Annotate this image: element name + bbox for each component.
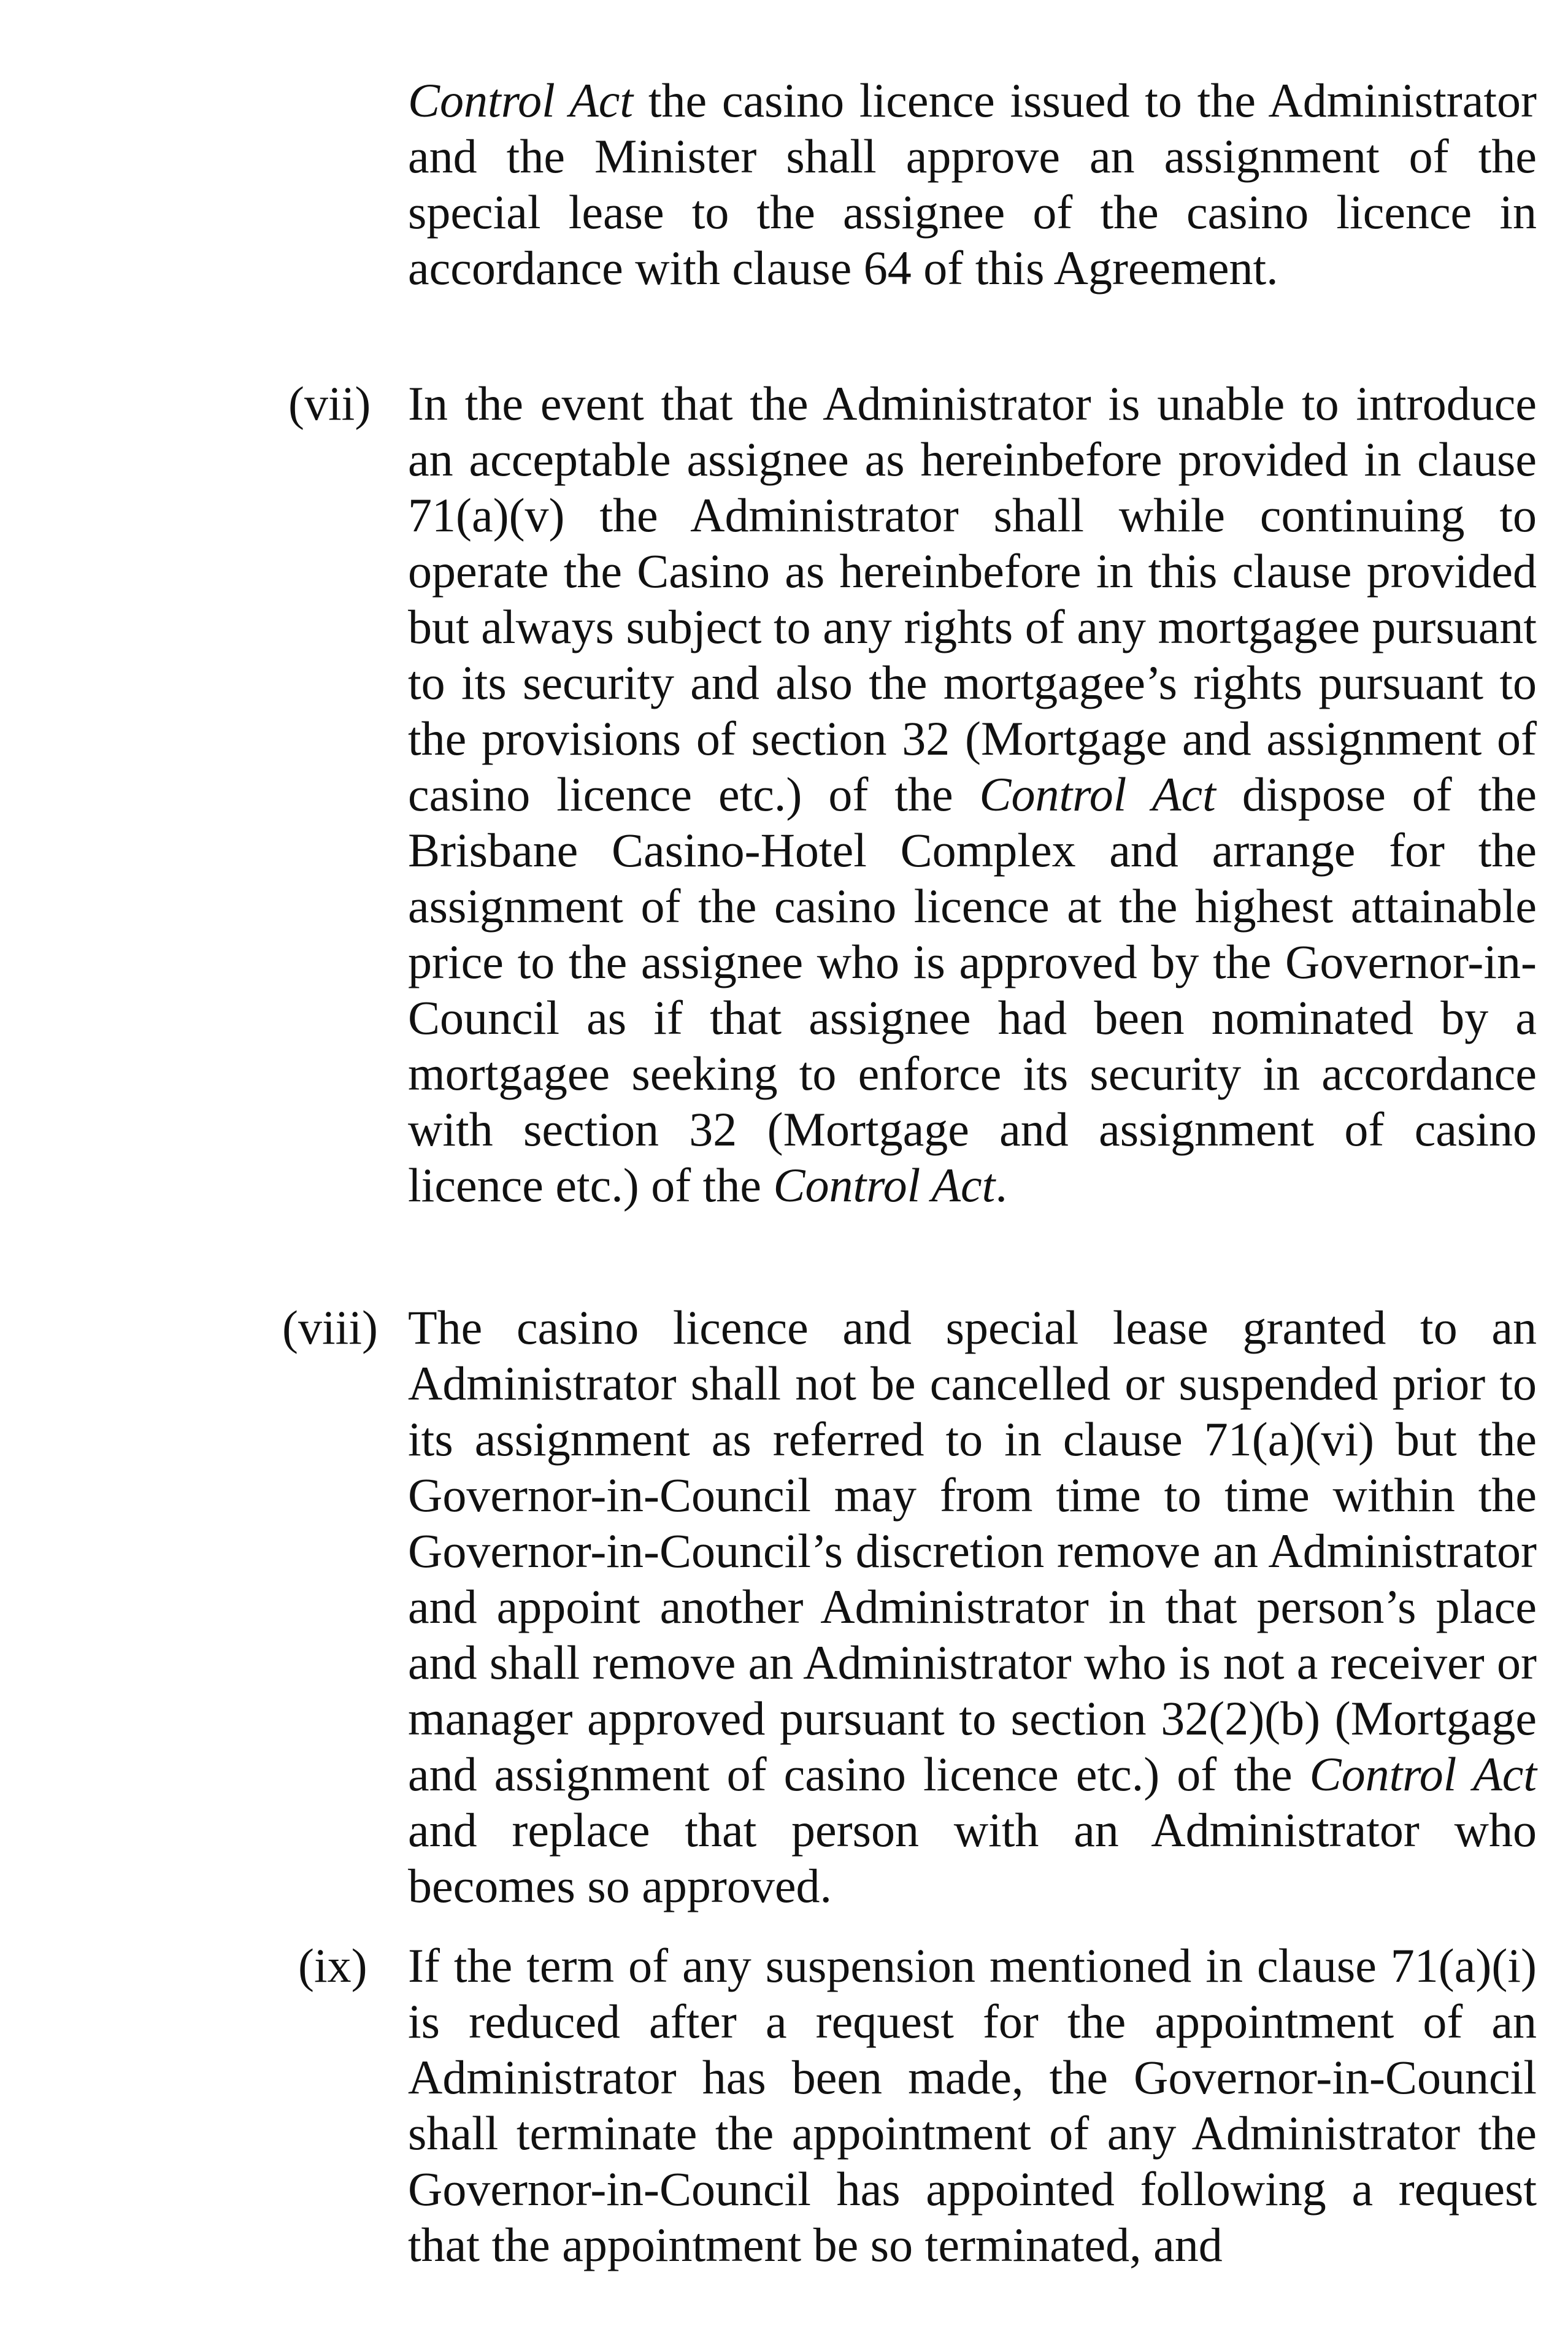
paragraph-vii [408,375,1537,1213]
paragraph-text: In the event that the Administrator is unable to introduce an acceptable assignee as hereinbefore provided in clause 71(a)(v) the Administrator shall while continuing to operate the Casino as hereinbefore in this clause provided but always subject to any rights of any mortgagee pursuant to its security and also the mortgagee’s rights pursuant to the provisions of section 32 (Mortgage and assignment of casino licence etc.) of the [408,377,1537,821]
italic-act-name: Control Act [1309,1747,1537,1801]
paragraph-text: dispose of the Brisbane Casino-Hotel Complex and arrange for the assignment of the casino licence at the highest attainable price to the assignee who is approved by the Governor-in-Council as if that assignee had been nominated by a mortgagee seeking to enforce its security in accordance with section 32 (Mortgage and assignment of casino licence etc.) of the [408,768,1537,1212]
paragraph-viii [408,1300,1537,1914]
paragraph-text: . [995,1158,1007,1212]
paragraph-text: If the term of any suspension mentioned in clause 71(a)(i) is reduced after a request for the appointment of an Administrator has been made, the Governor-in-Council shall terminate the appointment of any Administrator the Governor-in-Council has appointed following a request that the appointment be so terminated, and [408,1939,1537,2271]
paragraph-ix [408,1938,1537,2273]
item-label-vii: (vii) [288,377,371,430]
paragraph-text: and replace that person with an Administrator who becomes so approved. [408,1803,1537,1912]
paragraph-text: The casino licence and special lease granted to an Administrator shall not be cancelled or suspended prior to its assignment as referred to in clause 71(a)(vi) but the Governor-in-Council may from time to time within the Governor-in-Council’s discretion remove an Administrator and appoint another Administrator in that person’s place and shall remove an Administrator who is not a receiver or manager approved pursuant to section 32(2)(b) (Mortgage and assignment of casino licence etc.) of the [408,1301,1537,1801]
italic-act-name: Control Act [408,74,634,127]
item-label-viii: (viii) [282,1301,378,1354]
paragraph-text: the casino licence issued to the Administrator and the Minister shall approve an assignment of the special lease to the assignee of the casino licence in accordance with clause 64 of this Agreement. [408,74,1537,295]
italic-act-name: Control Act [773,1158,996,1212]
item-label-ix: (ix) [298,1939,367,1992]
paragraph-continuation [408,72,1537,296]
italic-act-name: Control Act [979,768,1216,821]
